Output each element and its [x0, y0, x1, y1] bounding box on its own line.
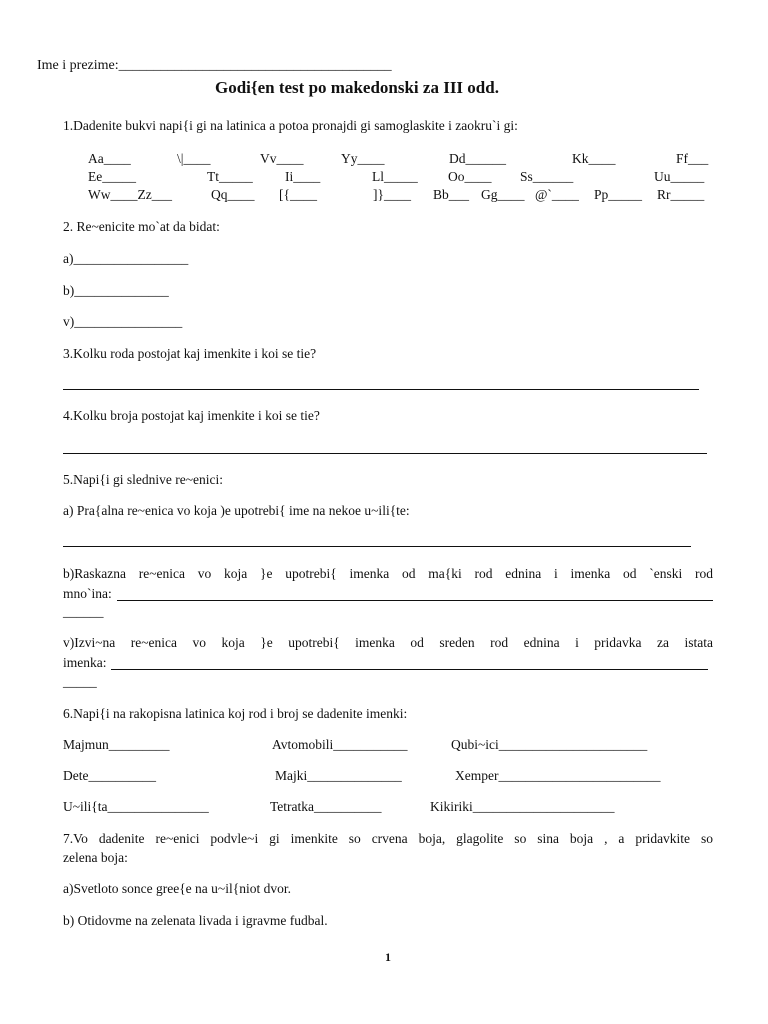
answer-rule — [63, 546, 691, 547]
letter-item: Vv____ — [260, 151, 304, 166]
sentence-a: a)Svetloto sonce gree{e na u~il{niot dvor. — [63, 881, 291, 896]
answer-rule — [63, 389, 699, 390]
letter-item: Aa____ — [88, 151, 131, 166]
answer-line-v: v)________________ — [63, 314, 183, 329]
question-5b-continuation: mno`ina: — [63, 586, 112, 601]
letter-item: Kk____ — [572, 151, 616, 166]
letter-item: Ff___ — [676, 151, 709, 166]
letter-item: \|____ — [177, 151, 211, 166]
letter-item: Uu_____ — [654, 169, 705, 184]
letter-item: Ww____Zz___ — [88, 187, 172, 202]
question-5a-text: a) Pra{alna re~enica vo koja )e upotrebi{ ime na nekoe u~ili{te: — [63, 503, 410, 518]
letter-item: Bb___ — [433, 187, 470, 202]
sentence-b: b) Otidovme na zelenata livada i igravme fudbal. — [63, 913, 328, 928]
question-7-text: 7.Vo dadenite re~enici podvle~i gi imenkite so crvena boja, glagolite so sina boja , a pridavkite so — [63, 831, 713, 846]
noun-item: U~ili{ta_______________ — [63, 799, 209, 814]
letter-item: Rr_____ — [657, 187, 705, 202]
question-5b-text: b)Raskazna re~enica vo koja }e upotrebi{ imenka od ma{ki rod ednina i imenka od `enski rod — [63, 566, 713, 581]
letter-item: Gg____ — [481, 187, 525, 202]
answer-rule — [63, 453, 707, 454]
letter-item: Ee_____ — [88, 169, 136, 184]
answer-line-a: a)_________________ — [63, 251, 189, 266]
question-4-text: 4.Kolku broja postojat kaj imenkite i koi se tie? — [63, 408, 320, 423]
noun-item: Tetratka__________ — [270, 799, 382, 814]
noun-item: Kikiriki_____________________ — [430, 799, 615, 814]
noun-item: Xemper________________________ — [455, 768, 661, 783]
letter-item: Qq____ — [211, 187, 255, 202]
noun-item: Qubi~ici______________________ — [451, 737, 648, 752]
letter-item: ]}____ — [373, 187, 411, 202]
question-5v-continuation: imenka: — [63, 655, 107, 670]
letter-item: Pp_____ — [594, 187, 643, 202]
letter-item: [{____ — [279, 187, 317, 202]
letter-item: Tt_____ — [207, 169, 253, 184]
letter-item: @`____ — [535, 187, 579, 202]
letter-item: Ii____ — [285, 169, 321, 184]
noun-item: Majki______________ — [275, 768, 402, 783]
question-5v-text: v)Izvi~na re~enica vo koja }e upotrebi{ imenka od sreden rod ednina i pridavka za istata — [63, 635, 713, 650]
page-title: Godi{en test po makedonski za III odd. — [215, 78, 499, 97]
noun-item: Majmun_________ — [63, 737, 170, 752]
answer-line-b: b)______________ — [63, 283, 169, 298]
letter-item: Oo____ — [448, 169, 492, 184]
letter-item: Ll_____ — [372, 169, 418, 184]
letter-item: Ss______ — [520, 169, 574, 184]
question-6-text: 6.Napi{i na rakopisna latinica koj rod i broj se dadenite imenki: — [63, 706, 408, 721]
answer-rule — [111, 669, 708, 670]
name-label: Ime i prezime:_______________________________________ — [37, 58, 392, 73]
letter-item: Dd______ — [449, 151, 506, 166]
question-3-text: 3.Kolku roda postojat kaj imenkite i koi se tie? — [63, 346, 317, 361]
noun-item: Dete__________ — [63, 768, 156, 783]
page-number: 1 — [385, 950, 391, 964]
question-2-text: 2. Re~enicite mo`at da bidat: — [63, 219, 220, 234]
answer-line-tail: ______ — [63, 604, 104, 619]
question-7-continuation: zelena boja: — [63, 850, 128, 865]
question-5-text: 5.Napi{i gi slednive re~enici: — [63, 472, 223, 487]
letter-item: Yy____ — [341, 151, 385, 166]
question-1-text: 1.Dadenite bukvi napi{i gi na latinica a potoa pronajdi gi samoglaskite i zaokru`i gi: — [63, 118, 518, 133]
answer-line-tail: _____ — [63, 674, 97, 689]
noun-item: Avtomobili___________ — [272, 737, 408, 752]
answer-rule — [117, 600, 713, 601]
